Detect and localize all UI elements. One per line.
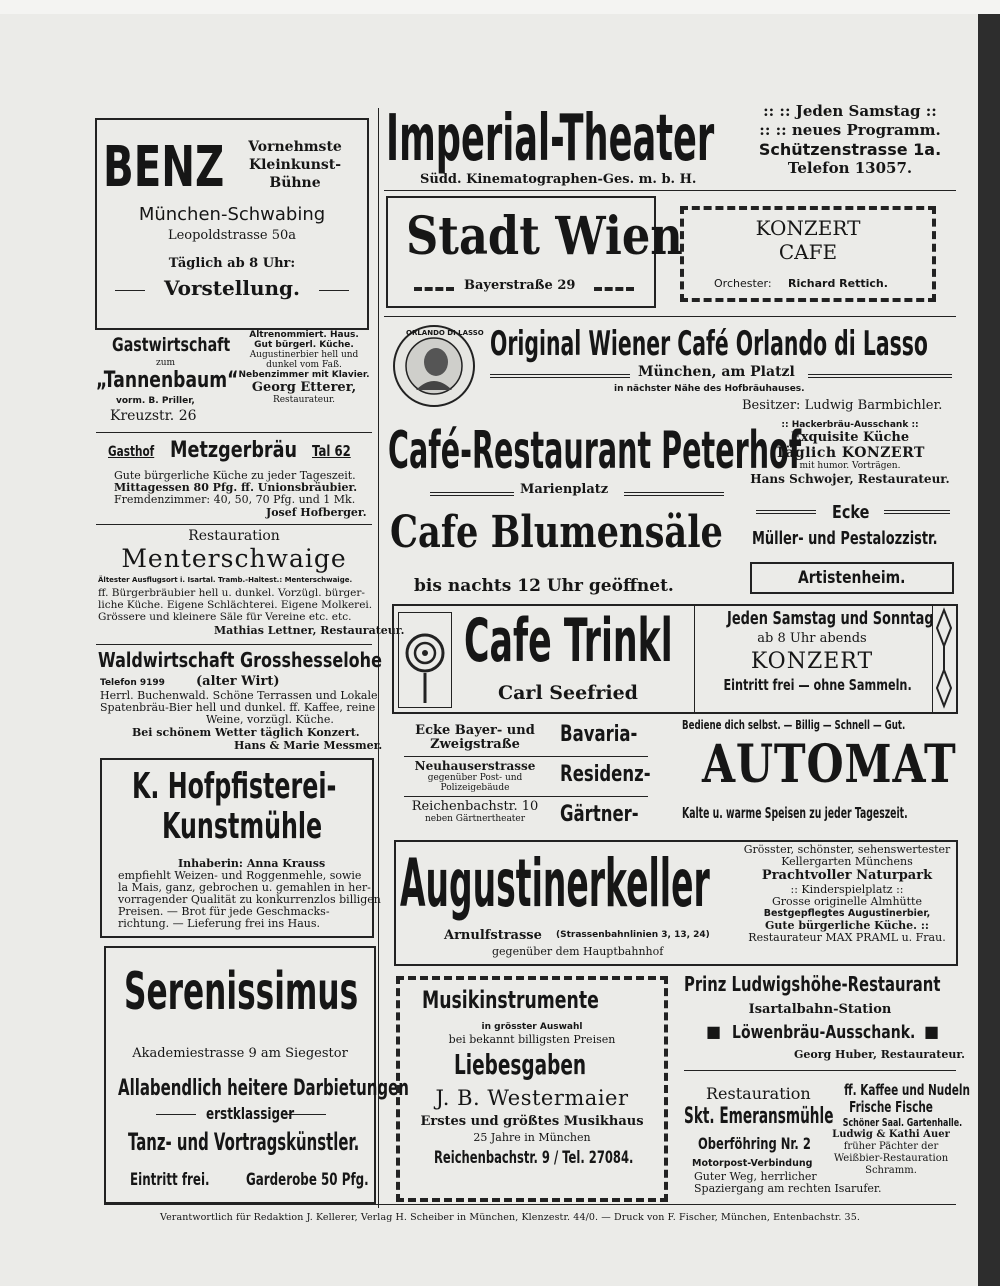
hofpf-t4: Preisen. — Brot für jede Geschmacks- <box>118 905 330 918</box>
rule <box>96 644 372 645</box>
orlando-owner: Besitzer: Ludwig Barmbichler. <box>742 398 943 413</box>
rule <box>404 756 648 757</box>
menter-l2: ff. Bürgerbräubier hell u. dunkel. Vorzügl. bürger- <box>98 587 365 599</box>
rule <box>414 287 454 291</box>
ornament-spiral-icon <box>398 612 452 708</box>
prinz-station: Isartalbahn-Station <box>748 1002 892 1017</box>
wald-l3: Weine, vorzügl. Küche. <box>206 713 334 726</box>
rule <box>404 796 648 797</box>
emeran-r1: ff. Kaffee und Nudeln <box>844 1081 970 1099</box>
hofpf-t1: empfiehlt Weizen- und Roggenmehle, sowie <box>118 869 362 882</box>
imperial-r2: :: :: neues Programm. <box>759 121 941 139</box>
menter-name: Menterschwaige <box>121 544 347 573</box>
augustiner-r8: Restaurateur MAX PRAML u. Frau. <box>748 931 946 944</box>
hofpf-l1: K. Hofpfisterei- <box>132 766 337 807</box>
automat-top: Bediene dich selbst. — Billig — Schnell — Gut. <box>682 718 906 732</box>
blumen-hours: bis nachts 12 Uhr geöffnet. <box>414 576 674 596</box>
wald-owner: Hans & Marie Messmer. <box>234 739 383 752</box>
ad-orlando <box>386 320 956 416</box>
wald-alt: (alter Wirt) <box>196 674 280 689</box>
rule <box>884 510 950 514</box>
bavaria-n3: Gärtner- <box>560 802 639 827</box>
menter-owner: Mathias Lettner, Restaurateur. <box>214 624 405 637</box>
peterhof-owner: Hans Schwojer, Restaurateur. <box>750 472 950 486</box>
emeran-r4: Ludwig & Kathi Auer <box>832 1129 950 1140</box>
orlando-near: in nächster Nähe des Hofbräuhauses. <box>614 384 805 394</box>
wald-tel: Telefon 9199 <box>100 678 165 688</box>
peterhof-r4: mit humor. Vorträgen. <box>799 461 901 471</box>
seren-l2: erstklassiger <box>206 1104 295 1123</box>
orlando-city: München, am Platzl <box>638 364 795 380</box>
hofpf-t5: richtung. — Lieferung frei ins Haus. <box>118 917 320 930</box>
peterhof-name: Café-Restaurant Peterhof <box>388 421 802 481</box>
augustiner-name: Augustinerkeller <box>400 845 710 922</box>
ad-stadtwien <box>386 196 683 308</box>
benz-line1: Vornehmste <box>248 139 342 155</box>
peterhof-r2: Exquisite Küche <box>790 430 910 445</box>
benz-address: Leopoldstrasse 50a <box>167 228 297 243</box>
hofpf-t3: vorragender Qualität zu konkurrenzlos billigen <box>118 893 381 906</box>
ad-serenissimus <box>104 946 409 1204</box>
footer-imprint: Verantwortlich für Redaktion J. Kellerer, Verlag H. Scheiber in München, Klenzestr. 44/0. — Druck von F. Fischer, München, Entenbachstr. 35. <box>160 1212 860 1223</box>
ad-waldwirtschaft <box>96 646 383 752</box>
seren-address: Akademiestrasse 9 am Siegestor <box>132 1046 348 1061</box>
rule <box>756 510 816 514</box>
metzger-owner: Josef Hofberger. <box>266 506 367 519</box>
hofpf-owner: Inhaberin: Anna Krauss <box>178 857 326 870</box>
augustiner-r5: Grosse originelle Almhütte <box>772 895 922 908</box>
bavaria-c <box>400 800 550 824</box>
tannenbaum-right <box>236 330 372 405</box>
rule <box>430 492 514 496</box>
konzert-l1: KONZERT <box>755 216 861 240</box>
wm-l7: 25 Jahre in München <box>473 1131 591 1144</box>
bavaria-b <box>400 760 550 793</box>
konzert-l2: CAFE <box>778 240 838 264</box>
rule <box>808 374 952 378</box>
tannenbaum-street: Kreuzstr. 26 <box>110 408 197 424</box>
bavaria-c2: neben Gärtnertheater <box>424 814 526 824</box>
scan-edge-shadow <box>978 14 1000 1286</box>
augustiner-street: Arnulfstrasse <box>444 928 542 943</box>
imperial-r3: Schützenstrasse 1a. <box>758 140 942 159</box>
augustiner-r1: Grösster, schönster, sehenswertester <box>743 843 951 856</box>
wm-l5: J. B. Westermaier <box>435 1086 629 1110</box>
wm-l8: Reichenbachstr. 9 / Tel. 27084. <box>434 1148 634 1168</box>
konzert-leader: Richard Rettich. <box>788 277 888 290</box>
ad-imperial <box>384 102 956 188</box>
emeran-name: Skt. Emeransmühle <box>684 1104 834 1129</box>
ad-bavaria <box>400 720 672 832</box>
trinkl-right <box>694 608 934 694</box>
rule <box>96 524 372 525</box>
tannenbaum-zum: zum <box>156 358 176 368</box>
augustiner-r6: Bestgepflegtes Augustinerbier, <box>763 908 931 919</box>
trinkl-r1: Jeden Samstag und Sonntag <box>727 608 934 629</box>
emeran-right <box>824 1081 970 1177</box>
augustiner-tram: (Strassenbahnlinien 3, 13, 24) <box>556 930 710 940</box>
rule <box>384 190 956 191</box>
wm-l1: Musikinstrumente <box>422 986 599 1014</box>
augustiner-right <box>738 844 956 944</box>
emeran-r7: Schramm. <box>865 1165 917 1176</box>
footer-rule <box>104 1204 956 1205</box>
wm-l2: in grösster Auswahl <box>481 1022 583 1032</box>
bavaria-n1: Bavaria- <box>560 722 638 747</box>
stadtwien-name: Stadt Wien <box>406 206 683 267</box>
prinz-block-icon: ■ <box>924 1022 940 1041</box>
rule <box>156 1114 196 1115</box>
rule <box>384 316 956 317</box>
prinz-ausschank: Löwenbräu-Ausschank. <box>732 1022 916 1043</box>
menter-l1: Ältester Ausflugsort i. Isartal. Tramb.-Haltest.: Menterschwaige. <box>98 576 353 584</box>
emeran-addr: Oberföhring Nr. 2 <box>698 1134 811 1153</box>
peterhof-r3: Täglich KONZERT <box>775 445 925 461</box>
trinkl-name: Cafe Trinkl <box>464 606 673 676</box>
scan-top-margin <box>0 0 1000 14</box>
bavaria-b3: Polizeigebäude <box>440 783 510 793</box>
peterhof-r1: :: Hackerbräu-Ausschank :: <box>781 420 919 430</box>
metzger-tal: Tal 62 <box>312 442 351 460</box>
rule <box>624 492 724 496</box>
bavaria-a2: Zweigstraße <box>430 737 520 752</box>
trinkl-owner: Carl Seefried <box>498 682 638 704</box>
augustiner-opp: gegenüber dem Hauptbahnhof <box>492 945 664 958</box>
emeran-post: Motorpost-Verbindung <box>692 1158 813 1169</box>
ad-peterhof <box>384 420 956 502</box>
trinkl-r4: Eintritt frei — ohne Sammeln. <box>723 676 912 694</box>
artistenheim-name: Artistenheim. <box>798 568 906 588</box>
ad-hofpfisterei <box>100 758 381 938</box>
ad-benz <box>95 118 369 330</box>
trinkl-r2: ab 8 Uhr abends <box>757 631 867 646</box>
seren-l4a: Eintritt frei. <box>130 1170 210 1190</box>
portrait-medallion-icon <box>392 324 484 408</box>
seren-l3: Tanz- und Vortragskünstler. <box>128 1128 360 1156</box>
emeran-walk1: Guter Weg, herrlicher <box>694 1170 817 1183</box>
augustiner-r4: :: Kinderspielplatz :: <box>790 883 904 896</box>
ad-trinkl <box>392 604 958 714</box>
blumen-corner1: Ecke <box>832 502 870 523</box>
rule <box>684 1070 956 1071</box>
benz-show: Vorstellung. <box>163 276 300 300</box>
ad-artistenheim <box>750 562 954 594</box>
menter-l3: liche Küche. Eigene Schlächterei. Eigene Molkerei. <box>98 599 373 611</box>
imperial-name: Imperial-Theater <box>386 102 715 176</box>
bavaria-c1: Reichenbachstr. 10 <box>411 799 539 814</box>
tannenbaum-owner: Georg Etterer, <box>251 380 357 395</box>
imperial-r4: Telefon 13057. <box>787 159 913 177</box>
ad-augustiner <box>394 840 958 966</box>
augustiner-r2: Kellergarten Münchens <box>781 855 913 868</box>
wald-name: Waldwirtschaft Grosshesselohe <box>98 648 382 672</box>
seren-l4b: Garderobe 50 Pfg. <box>246 1170 369 1190</box>
rule <box>96 432 372 433</box>
konzert-orch: Orchester: <box>714 277 772 290</box>
tannenbaum-r3: Augustinerbier hell und <box>249 350 359 360</box>
prinz-owner: Georg Huber, Restaurateur. <box>794 1048 965 1061</box>
metzger-l2: Mittagessen 80 Pfg. ff. Unionsbräubier. <box>114 481 358 494</box>
tannenbaum-r4: dunkel vom Faß. <box>266 360 342 370</box>
ad-emeran <box>684 1074 970 1206</box>
bavaria-b2: gegenüber Post- und <box>427 773 523 783</box>
metzger-kind: Gasthof <box>108 444 155 460</box>
benz-city: München-Schwabing <box>138 204 326 225</box>
menter-kind: Restauration <box>188 528 280 544</box>
peterhof-right <box>746 420 954 487</box>
imperial-r1: :: :: Jeden Samstag :: <box>763 102 937 120</box>
blumen-corner2: Müller- und Pestalozzistr. <box>752 528 938 549</box>
imperial-right <box>744 102 956 178</box>
automat-bottom: Kalte u. warme Speisen zu jeder Tageszeit. <box>682 804 908 822</box>
emeran-r2: Frische Fische <box>849 1098 933 1116</box>
ad-metzgerbraeu <box>108 436 370 524</box>
emeran-walk2: Spaziergang am rechten Isarufer. <box>694 1182 882 1195</box>
tannenbaum-prev: vorm. B. Priller, <box>116 396 195 406</box>
stadtwien-address: Bayerstraße 29 <box>464 278 576 293</box>
metzger-l3: Fremdenzimmer: 40, 50, 70 Pfg. und 1 Mk. <box>114 493 356 506</box>
metzger-l1: Gute bürgerliche Küche zu jeder Tageszeit. <box>114 469 356 482</box>
ad-automat <box>680 714 956 832</box>
automat-name: AUTOMAT <box>702 734 957 795</box>
tannenbaum-role: Restaurateur. <box>272 395 336 405</box>
ad-tannenbaum <box>96 328 372 428</box>
wald-l1: Herrl. Buchenwald. Schöne Terrassen und Lokale <box>100 689 378 702</box>
emeran-r3: Schöner Saal. Gartenhalle. <box>842 1116 963 1129</box>
tannenbaum-name: „Tannenbaum“ <box>96 368 239 393</box>
orlando-name: Original Wiener Café Orlando di Lasso <box>490 324 928 364</box>
tannenbaum-r2: Gut bürgerl. Küche. <box>254 340 354 350</box>
benz-daily: Täglich ab 8 Uhr: <box>168 256 296 271</box>
metzger-name: Metzgerbräu <box>170 438 298 463</box>
ad-konzertcafe <box>680 206 936 302</box>
ad-menterschwaige <box>96 526 405 644</box>
tannenbaum-r5: Nebenzimmer mit Klavier. <box>238 370 370 380</box>
tannenbaum-kind: Gastwirtschaft <box>112 334 231 356</box>
emeran-r5: früher Pächter der <box>843 1141 939 1152</box>
hofpf-l2: Kunstmühle <box>162 806 323 847</box>
peterhof-place: Marienplatz <box>520 482 609 497</box>
ad-westermaier <box>396 976 668 1202</box>
tannenbaum-r1: Altrenommiert. Haus. <box>249 330 359 340</box>
imperial-company: Südd. Kinematographen-Ges. m. b. H. <box>420 172 697 187</box>
bavaria-a1: Ecke Bayer- und <box>415 723 535 738</box>
wm-l4: Liebesgaben <box>454 1048 587 1081</box>
hofpf-t2: la Mais, ganz, gebrochen u. gemahlen in her- <box>118 881 371 894</box>
augustiner-r7: Gute bürgerliche Küche. :: <box>765 919 929 932</box>
benz-line2: Kleinkunst- <box>248 157 342 173</box>
bavaria-a <box>400 724 550 752</box>
blumen-name: Cafe Blumensäle <box>390 507 723 558</box>
seal-text: ORLANDO DI LASSO <box>406 329 484 337</box>
prinz-name: Prinz Ludwigshöhe-Restaurant <box>684 972 941 996</box>
wm-l6: Erstes und größtes Musikhaus <box>420 1114 644 1129</box>
bavaria-n2: Residenz- <box>560 762 651 787</box>
emeran-r6: Weißbier-Restauration <box>833 1153 949 1164</box>
benz-tagline <box>225 138 365 192</box>
trinkl-r3: KONZERT <box>750 649 874 674</box>
rule <box>490 374 630 378</box>
prinz-block-icon: ■ <box>706 1022 722 1041</box>
rule <box>594 287 634 291</box>
menter-l4: Grössere und kleinere Säle für Vereine etc. etc. <box>98 611 352 623</box>
wald-l4: Bei schönem Wetter täglich Konzert. <box>132 726 360 739</box>
benz-name: BENZ <box>103 135 225 200</box>
bavaria-b1: Neuhauserstrasse <box>414 759 536 773</box>
ornament-diamond-icon <box>932 606 955 712</box>
wald-l2: Spatenbräu-Bier hell und dunkel. ff. Kaffee, reine <box>100 701 376 714</box>
augustiner-r3: Prachtvoller Naturpark <box>761 868 933 883</box>
emeran-kind: Restauration <box>706 1084 811 1103</box>
seren-name: Serenissimus <box>124 962 359 1022</box>
wm-l3: bei bekannt billigsten Preisen <box>448 1033 616 1046</box>
benz-line3: Bühne <box>269 175 321 191</box>
ad-prinzludwig <box>684 970 965 1070</box>
seren-l1: Allabendlich heitere Darbietungen <box>118 1076 409 1101</box>
